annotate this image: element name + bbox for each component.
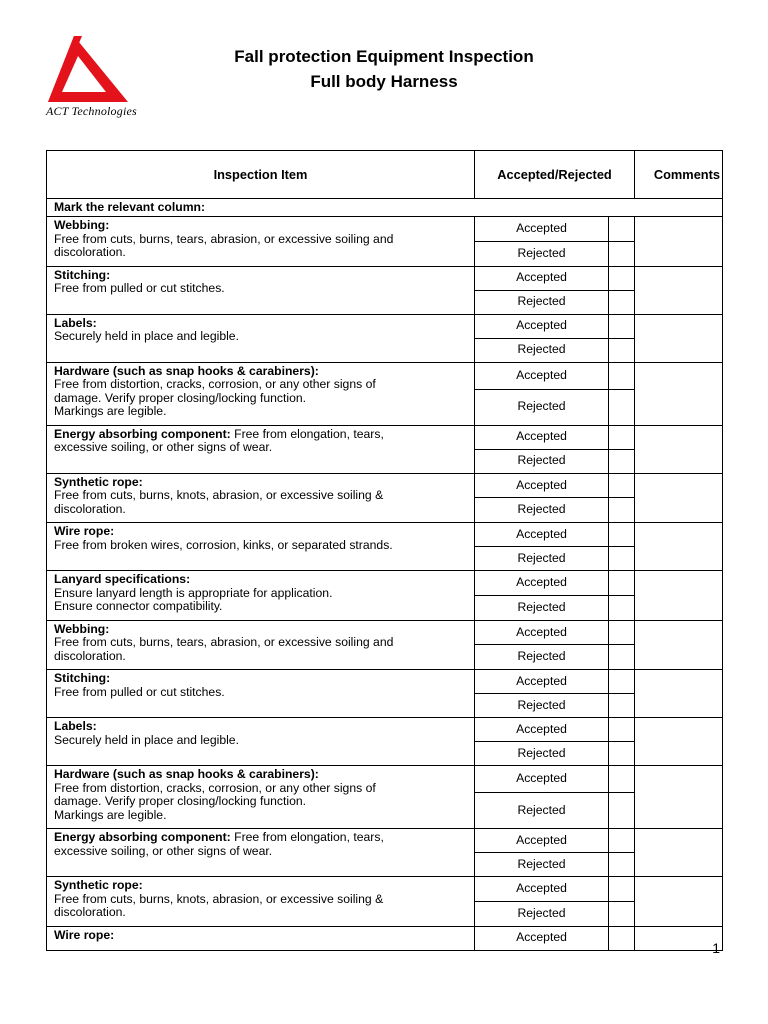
- inspection-item-title: Stitching:: [54, 671, 111, 685]
- header-comments: Comments: [635, 151, 723, 199]
- rejected-label: Rejected: [475, 645, 609, 670]
- inspection-item-cell: [47, 718, 475, 766]
- logo-caption: ACT Technologies: [46, 104, 137, 118]
- inspection-item-description: Free from cuts, burns, tears, abrasion, or excessive soiling and discoloration.: [54, 231, 394, 259]
- inspection-item-cell: [47, 571, 475, 621]
- document-subtitle: Full body Harness: [310, 72, 458, 91]
- table-row: [47, 266, 723, 290]
- inspection-item-cell: [47, 362, 475, 425]
- inspection-item-description: Free from elongation, tears, excessive soiling, or other signs of wear.: [54, 830, 384, 858]
- inspection-item-cell: [47, 266, 475, 314]
- rejected-label: Rejected: [475, 241, 609, 266]
- inspection-item-description: Free from pulled or cut stitches.: [54, 684, 225, 699]
- accepted-label: Accepted: [475, 266, 609, 290]
- rejected-label: Rejected: [475, 449, 609, 473]
- accepted-checkbox-cell[interactable]: [609, 523, 635, 547]
- document-title: Fall protection Equipment Inspection: [234, 47, 534, 66]
- accepted-label: Accepted: [475, 362, 609, 389]
- inspection-item-description: Free from elongation, tears, excessive soiling, or other signs of wear.: [54, 426, 384, 454]
- rejected-checkbox-cell[interactable]: [609, 290, 635, 314]
- accepted-checkbox-cell[interactable]: [609, 670, 635, 694]
- table-row: [47, 425, 723, 449]
- accepted-label: Accepted: [475, 877, 609, 902]
- rejected-checkbox-cell[interactable]: [609, 449, 635, 473]
- page-number: 1: [712, 940, 720, 956]
- company-logo: [44, 36, 154, 126]
- accepted-label: Accepted: [475, 473, 609, 498]
- inspection-item-cell: [47, 425, 475, 473]
- header-accepted-rejected: Accepted/Rejected: [475, 151, 635, 199]
- inspection-item-title: Labels:: [54, 719, 97, 733]
- comments-cell[interactable]: [635, 926, 723, 950]
- comments-cell[interactable]: [635, 829, 723, 877]
- comments-cell[interactable]: [635, 718, 723, 766]
- comments-cell[interactable]: [635, 670, 723, 718]
- table-row: [47, 523, 723, 547]
- comments-cell[interactable]: [635, 217, 723, 267]
- inspection-item-title: Hardware (such as snap hooks & carabiners):: [54, 767, 319, 781]
- inspection-item-cell: [47, 766, 475, 829]
- inspection-item-title: Webbing:: [54, 218, 110, 232]
- table-row: [47, 829, 723, 853]
- inspection-item-cell: [47, 473, 475, 523]
- table-row: [47, 718, 723, 742]
- rejected-checkbox-cell[interactable]: [609, 645, 635, 670]
- inspection-item-title: Webbing:: [54, 621, 110, 636]
- accepted-checkbox-cell[interactable]: [609, 829, 635, 853]
- inspection-item-description: Ensure lanyard length is appropriate for application. Ensure connector compatibility.: [54, 585, 333, 613]
- rejected-checkbox-cell[interactable]: [609, 742, 635, 766]
- inspection-item-title: Synthetic rope:: [54, 474, 143, 489]
- comments-cell[interactable]: [635, 571, 723, 621]
- inspection-item-description: Free from cuts, burns, knots, abrasion, or excessive soiling & discoloration.: [54, 891, 384, 919]
- rejected-checkbox-cell[interactable]: [609, 793, 635, 829]
- accepted-label: Accepted: [475, 926, 609, 950]
- inspection-item-description: Free from cuts, burns, tears, abrasion, or excessive soiling and discoloration.: [54, 635, 394, 663]
- rejected-checkbox-cell[interactable]: [609, 901, 635, 926]
- rejected-checkbox-cell[interactable]: [609, 241, 635, 266]
- accepted-checkbox-cell[interactable]: [609, 425, 635, 449]
- table-row: [47, 362, 723, 389]
- header-inspection-item: Inspection Item: [47, 151, 475, 199]
- accepted-checkbox-cell[interactable]: [609, 314, 635, 338]
- inspection-item-description: Securely held in place and legible.: [54, 732, 239, 747]
- accepted-label: Accepted: [475, 217, 609, 242]
- accepted-checkbox-cell[interactable]: [609, 926, 635, 950]
- rejected-label: Rejected: [475, 290, 609, 314]
- inspection-item-cell: [47, 620, 475, 670]
- rejected-label: Rejected: [475, 853, 609, 877]
- inspection-item-cell: [47, 670, 475, 718]
- accepted-checkbox-cell[interactable]: [609, 571, 635, 596]
- inspection-item-title: Hardware (such as snap hooks & carabiners):: [54, 363, 319, 378]
- inspection-item-cell: [47, 926, 475, 950]
- inspection-item-title: Wire rope:: [54, 524, 115, 538]
- inspection-item-title: Stitching:: [54, 267, 111, 282]
- inspection-item-description: Free from cuts, burns, knots, abrasion, or excessive soiling & discoloration.: [54, 488, 384, 516]
- table-row: [47, 314, 723, 338]
- accepted-checkbox-cell[interactable]: [609, 473, 635, 498]
- inspection-item-cell: [47, 523, 475, 571]
- table-row: [47, 620, 723, 645]
- rejected-checkbox-cell[interactable]: [609, 853, 635, 877]
- comments-cell[interactable]: [635, 314, 723, 362]
- accepted-label: Accepted: [475, 829, 609, 853]
- inspection-item-title: Energy absorbing component:: [54, 426, 231, 441]
- inspection-item-title: Synthetic rope:: [54, 878, 143, 892]
- table-row: [47, 473, 723, 498]
- table-row: [47, 926, 723, 950]
- rejected-label: Rejected: [475, 547, 609, 571]
- inspection-item-description: Securely held in place and legible.: [54, 329, 239, 343]
- rejected-checkbox-cell[interactable]: [609, 498, 635, 523]
- accepted-checkbox-cell[interactable]: [609, 217, 635, 242]
- accepted-checkbox-cell[interactable]: [609, 718, 635, 742]
- rejected-checkbox-cell[interactable]: [609, 338, 635, 362]
- accepted-label: Accepted: [475, 766, 609, 793]
- accepted-checkbox-cell[interactable]: [609, 362, 635, 389]
- inspection-item-description: Free from pulled or cut stitches.: [54, 281, 225, 295]
- inspection-item-title: Lanyard specifications:: [54, 572, 191, 586]
- inspection-item-description: Free from distortion, cracks, corrosion, or any other signs of damage. Verify proper closing/locking function. Markings are legible.: [54, 377, 376, 418]
- rejected-label: Rejected: [475, 694, 609, 718]
- instruction-text: Mark the relevant column:: [47, 199, 723, 217]
- inspection-item-title: Labels:: [54, 315, 97, 330]
- table-row: [47, 766, 723, 793]
- accepted-label: Accepted: [475, 670, 609, 694]
- rejected-label: Rejected: [475, 338, 609, 362]
- inspection-table: [46, 150, 723, 951]
- rejected-label: Rejected: [475, 901, 609, 926]
- table-row: [47, 877, 723, 902]
- comments-cell[interactable]: [635, 766, 723, 829]
- inspection-item-description: Free from broken wires, corrosion, kinks, or separated strands.: [54, 537, 393, 552]
- accepted-checkbox-cell[interactable]: [609, 766, 635, 793]
- comments-cell[interactable]: [635, 523, 723, 571]
- rejected-label: Rejected: [475, 793, 609, 829]
- inspection-item-cell: [47, 314, 475, 362]
- rejected-label: Rejected: [475, 498, 609, 523]
- inspection-item-cell: [47, 877, 475, 927]
- rejected-label: Rejected: [475, 389, 609, 425]
- accepted-label: Accepted: [475, 571, 609, 596]
- comments-cell[interactable]: [635, 620, 723, 670]
- act-triangle-logo-icon: [48, 36, 128, 102]
- inspection-item-title: Energy absorbing component:: [54, 830, 231, 844]
- table-header-row: [47, 151, 723, 199]
- inspection-item-description: Free from distortion, cracks, corrosion, or any other signs of damage. Verify proper closing/locking function. Markings are legible.: [54, 780, 376, 822]
- inspection-item-cell: [47, 217, 475, 267]
- rejected-checkbox-cell[interactable]: [609, 694, 635, 718]
- inspection-item-title: Wire rope:: [54, 927, 115, 942]
- rejected-label: Rejected: [475, 595, 609, 620]
- rejected-checkbox-cell[interactable]: [609, 547, 635, 571]
- rejected-label: Rejected: [475, 742, 609, 766]
- table-row: [47, 571, 723, 596]
- rejected-checkbox-cell[interactable]: [609, 389, 635, 425]
- comments-cell[interactable]: [635, 425, 723, 473]
- comments-cell[interactable]: [635, 473, 723, 523]
- inspection-item-cell: [47, 829, 475, 877]
- accepted-label: Accepted: [475, 718, 609, 742]
- accepted-checkbox-cell[interactable]: [609, 620, 635, 645]
- accepted-label: Accepted: [475, 425, 609, 449]
- comments-cell[interactable]: [635, 877, 723, 927]
- accepted-label: Accepted: [475, 620, 609, 645]
- instruction-row: [47, 199, 723, 217]
- accepted-label: Accepted: [475, 523, 609, 547]
- table-row: [47, 670, 723, 694]
- comments-cell[interactable]: [635, 362, 723, 425]
- table-row: [47, 217, 723, 242]
- rejected-checkbox-cell[interactable]: [609, 595, 635, 620]
- accepted-label: Accepted: [475, 314, 609, 338]
- accepted-checkbox-cell[interactable]: [609, 877, 635, 902]
- comments-cell[interactable]: [635, 266, 723, 314]
- accepted-checkbox-cell[interactable]: [609, 266, 635, 290]
